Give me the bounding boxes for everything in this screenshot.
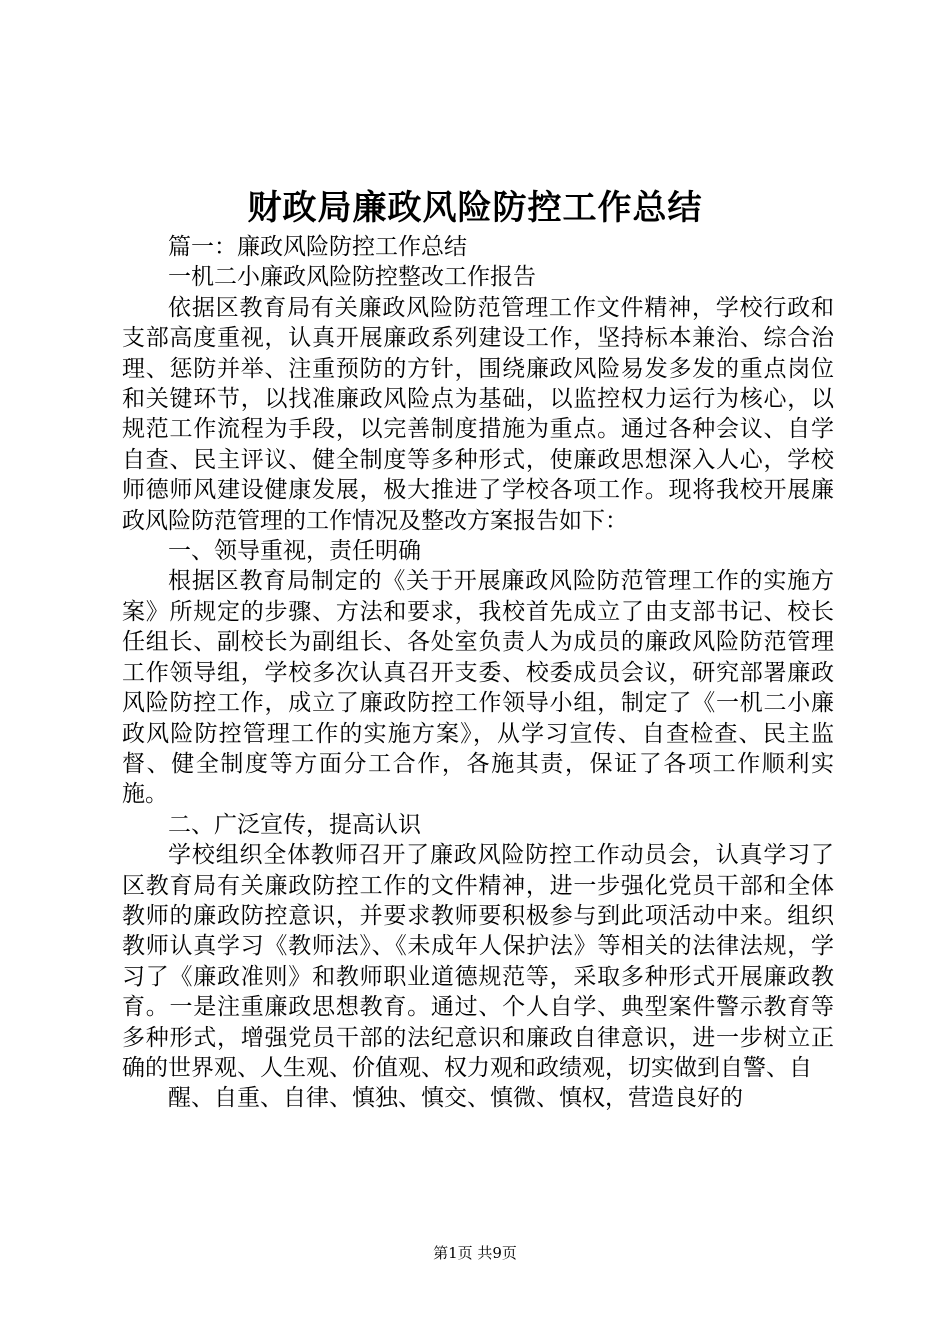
paragraph-intro: 依据区教育局有关廉政风险防范管理工作文件精神，学校行政和支部高度重视，认真开展廉政系列建设工作，坚持标本兼治、综合治理、惩防并举、注重预防的方针，围绕廉政风险易发多发的重点岗位和关键环节，以找准廉政风险点为基础，以监控权力运行为核心，以规范工作流程为手段，以完善制度措施为重点。通过各种会议、自学自查、民主评议、健全制度等多种形式，使廉政思想深入人心，学校师德师风建设健康发展，极大推进了学校各项工作。现将我校开展廉政风险防范管理的工作情况及整改方案报告如下： bbox=[122, 294, 834, 534]
paragraph-heading-1: 一、领导重视，责任明确 bbox=[168, 538, 421, 565]
paragraph-report-title: 一机二小廉政风险防控整改工作报告 bbox=[168, 264, 536, 291]
paragraph-publicity: 学校组织全体教师召开了廉政风险防控工作动员会，认真学习了区教育局有关廉政防控工作的文件精神，进一步强化党员干部和全体教师的廉政防控意识，并要求教师要积极参与到此项活动中来。组织教师认真学习《教师法》、《未成年人保护法》等相关的法律法规，学习了《廉政准则》和教师职业道德规范等，采取多种形式开展廉政教育。一是注重廉政思想教育。通过、个人自学、典型案件警示教育等多种形式，增强党员干部的法纪意识和廉政自律意识，进一步树立正确的世界观、人生观、价值观、权力观和政绩观，切实做到自警、自 bbox=[122, 842, 834, 1081]
document-title: 财政局廉政风险防控工作总结 bbox=[247, 188, 703, 228]
paragraph-section-heading: 篇一：廉政风险防控工作总结 bbox=[168, 234, 467, 260]
paragraph-leadership: 根据区教育局制定的《关于开展廉政风险防范管理工作的实施方案》所规定的步骤、方法和要求，我校首先成立了由支部书记、校长任组长、副校长为副组长、各处室负责人为成员的廉政风险防范管理工作领导组，学校多次认真召开支委、校委成员会议，研究部署廉政风险防控工作，成立了廉政防控工作领导小组，制定了《一机二小廉政风险防控管理工作的实施方案》，从学习宣传、自查检查、民主监督、健全制度等方面分工合作，各施其责，保证了各项工作顺利实施。 bbox=[122, 568, 834, 808]
paragraph-heading-2: 二、广泛宣传，提高认识 bbox=[168, 811, 421, 838]
page-footer: 第1页 共9页 bbox=[433, 1244, 517, 1262]
paragraph-continued: 醒、自重、自律、慎独、慎交、慎微、慎权，营造良好的 bbox=[168, 1085, 743, 1112]
document-body bbox=[122, 232, 834, 1114]
